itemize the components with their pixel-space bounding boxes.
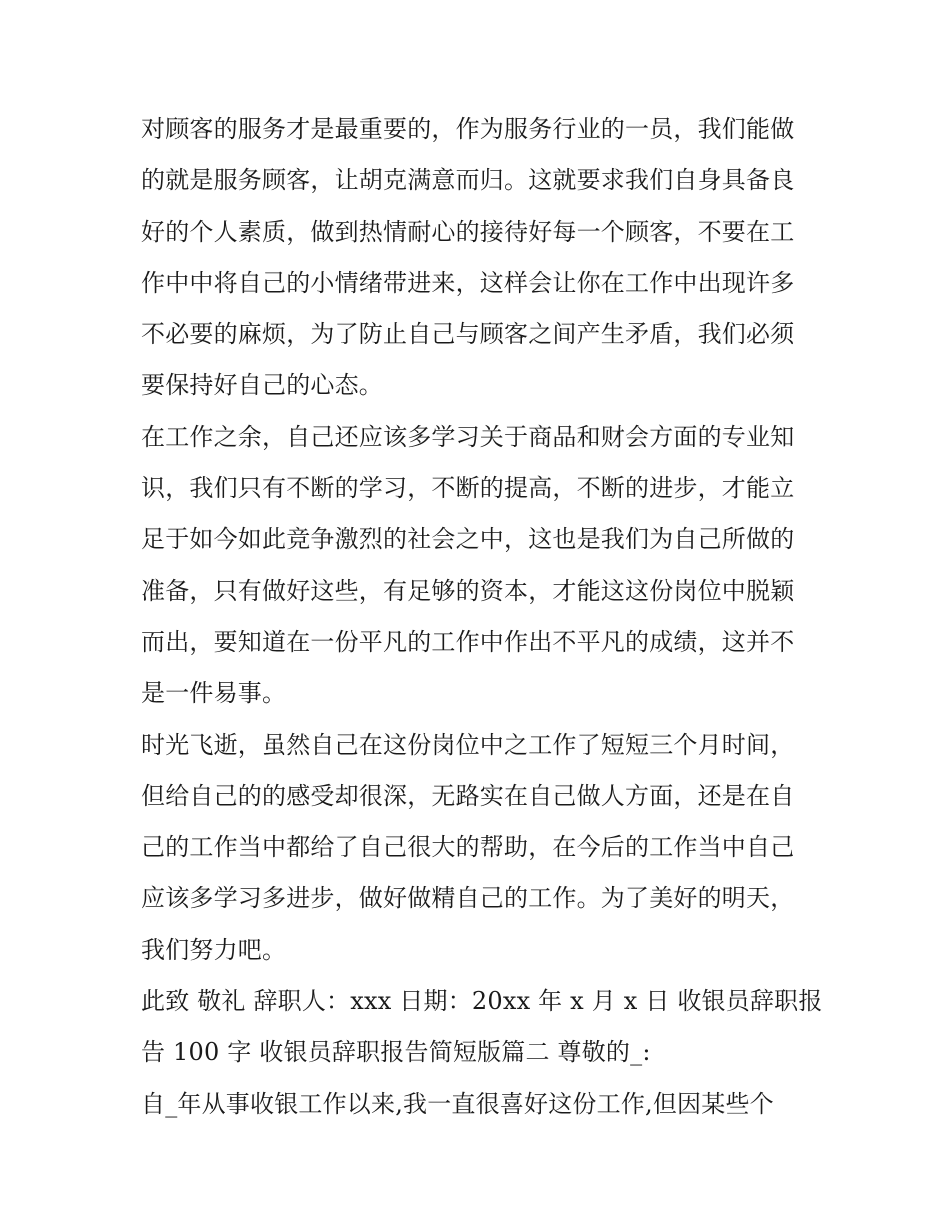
- text-line: 足于如今如此竞争激烈的社会之中，这也是我们为自己所做的: [141, 525, 795, 554]
- text-line: 己的工作当中都给了自己很大的帮助，在今后的工作当中自己: [141, 833, 795, 862]
- text-line: 不必要的麻烦，为了防止自己与顾客之间产生矛盾，我们必须: [141, 320, 795, 349]
- text-line: 准备，只有做好这些，有足够的资本，才能这这份岗位中脱颖: [141, 576, 795, 605]
- text-line: 但给自己的的感受却很深，无路实在自己做人方面，还是在自: [141, 781, 795, 810]
- text-line: 告 100 字 收银员辞职报告简短版篇二 尊敬的_:: [141, 1038, 651, 1067]
- text-line: 而出，要知道在一份平凡的工作中作出不平凡的成绩，这并不: [141, 627, 795, 656]
- text-line: 在工作之余，自己还应该多学习关于商品和财会方面的专业知: [141, 422, 795, 451]
- text-line: 时光飞逝，虽然自己在这份岗位中之工作了短短三个月时间，: [141, 730, 795, 759]
- text-line: 是一件易事。: [141, 679, 287, 708]
- text-line: 作中中将自己的小情绪带进来，这样会让你在工作中出现许多: [141, 268, 795, 297]
- text-line: 对顾客的服务才是最重要的，作为服务行业的一员，我们能做: [141, 115, 795, 143]
- document-body: [141, 104, 821, 1130]
- text-line: 识，我们只有不断的学习，不断的提高，不断的进步，才能立: [141, 474, 795, 503]
- text-line: 好的个人素质，做到热情耐心的接待好每一个顾客，不要在工: [141, 217, 795, 246]
- text-line: 此致 敬礼 辞职人：xxx 日期：20xx 年 x 月 x 日 收银员辞职报: [141, 987, 823, 1016]
- text-line: 要保持好自己的心态。: [141, 371, 383, 400]
- text-line: 应该多学习多进步，做好做精自己的工作。为了美好的明天，: [141, 884, 795, 913]
- text-line: 自_年从事收银工作以来,我一直很喜好这份工作,但因某些个: [141, 1089, 774, 1118]
- text-line: 的就是服务顾客，让胡克满意而归。这就要求我们自身具备良: [141, 166, 795, 195]
- text-line: 我们努力吧。: [141, 935, 287, 964]
